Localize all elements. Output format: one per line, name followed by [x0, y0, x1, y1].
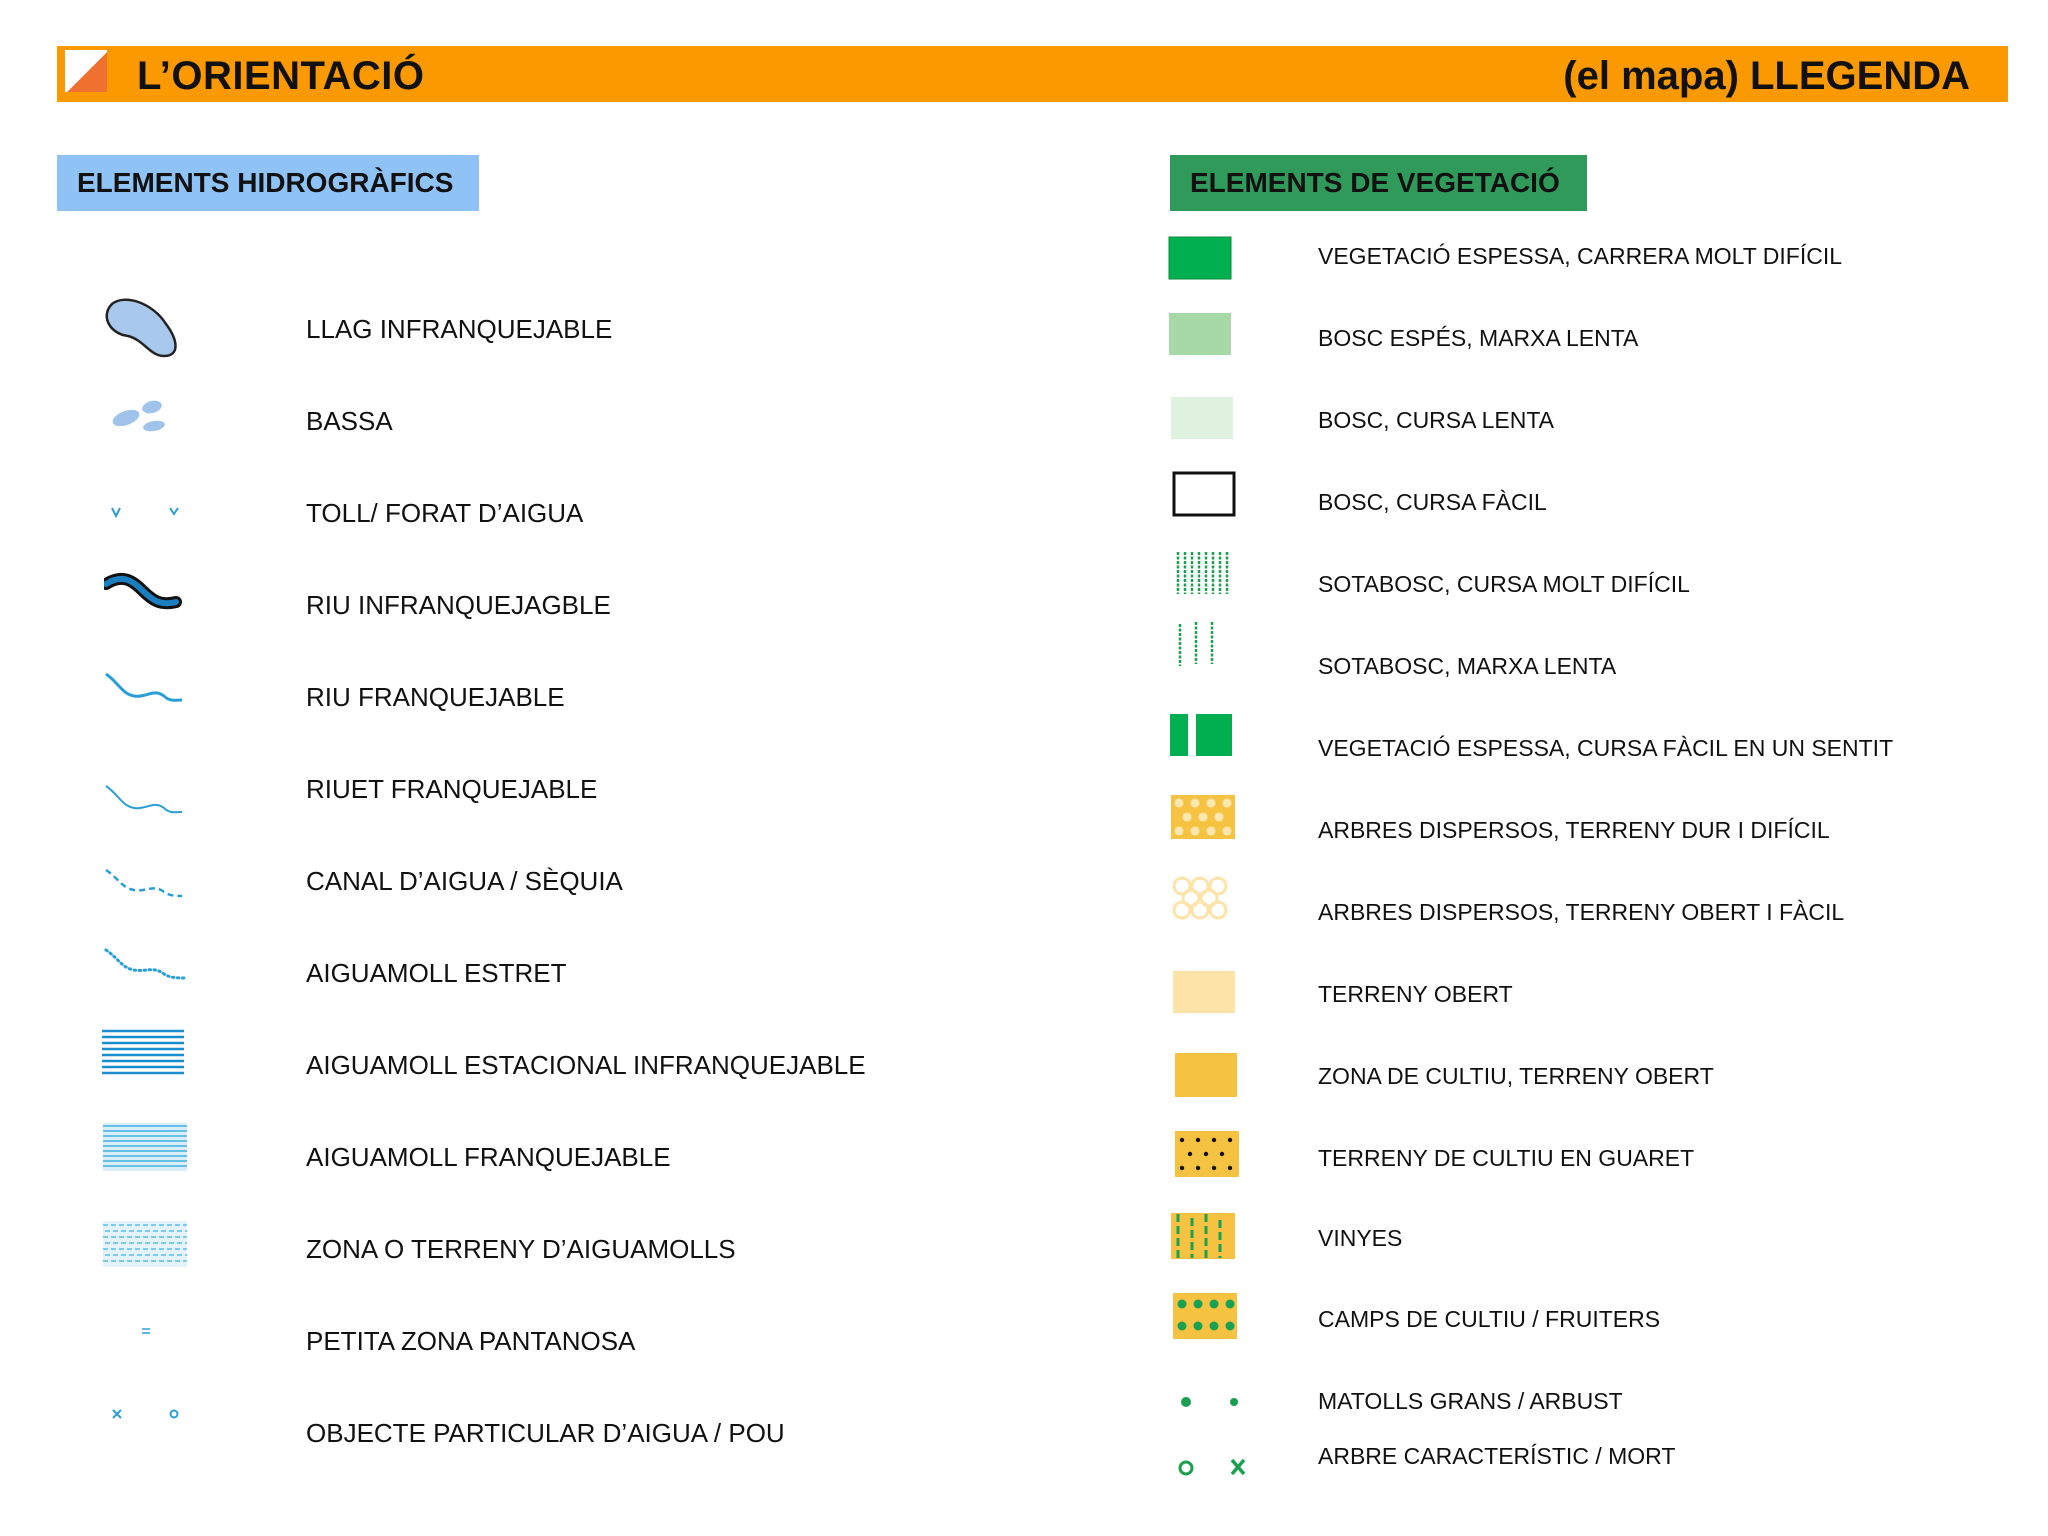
legend-label: LLAG INFRANQUEJABLE [306, 314, 613, 344]
water-channel-icon [104, 866, 184, 902]
crossable-marsh-icon [102, 1122, 188, 1172]
title-bar [57, 46, 2008, 102]
legend-label: MATOLLS GRANS / ARBUST [1318, 1388, 1623, 1414]
legend-label: RIU INFRANQUEJAGBLE [306, 590, 611, 620]
seasonal-marsh-icon [100, 1028, 186, 1078]
dense-vegetation-icon [1168, 236, 1232, 280]
cultivated-land-icon [1174, 1052, 1238, 1098]
legend-label: SOTABOSC, CURSA MOLT DIFÍCIL [1318, 571, 1690, 597]
orchard-icon [1172, 1292, 1238, 1340]
scattered-trees-open-icon [1170, 874, 1236, 922]
legend-label: SOTABOSC, MARXA LENTA [1318, 653, 1617, 679]
lake-icon [104, 296, 184, 362]
legend-label: AIGUAMOLL ESTACIONAL INFRANQUEJABLE [306, 1050, 866, 1080]
crossable-river-icon [104, 668, 184, 710]
scattered-trees-rough-icon [1170, 794, 1236, 840]
page-title: L’ORIENTACIÓ [137, 54, 425, 98]
legend-label: ZONA O TERRENY D’AIGUAMOLLS [306, 1234, 736, 1264]
marsh-area-icon [102, 1220, 188, 1268]
large-bush-icon [1176, 1392, 1244, 1412]
special-tree-icon [1176, 1454, 1250, 1480]
legend-label: BOSC, CURSA FÀCIL [1318, 489, 1547, 515]
small-stream-icon [104, 780, 184, 820]
legend-label: OBJECTE PARTICULAR D’AIGUA / POU [306, 1418, 785, 1448]
uncrossable-river-icon [104, 572, 184, 616]
legend-label: TERRENY DE CULTIU EN GUARET [1318, 1145, 1695, 1171]
legend-label: ZONA DE CULTIU, TERRENY OBERT [1318, 1063, 1714, 1089]
legend-label: VEGETACIÓ ESPESSA, CARRERA MOLT DIFÍCIL [1318, 243, 1843, 269]
legend-label: ARBRE CARACTERÍSTIC / MORT [1318, 1443, 1676, 1469]
open-land-icon [1172, 970, 1236, 1014]
legend-label: RIUET FRANQUEJABLE [306, 774, 598, 804]
fallow-land-icon [1174, 1130, 1240, 1178]
forest-slow-icon [1170, 396, 1234, 440]
well-icon [108, 1404, 184, 1426]
waterhole-icon [108, 502, 184, 522]
legend-label: BASSA [306, 406, 393, 436]
legend-label: VINYES [1318, 1225, 1403, 1251]
legend-label: ARBRES DISPERSOS, TERRENY OBERT I FÀCIL [1318, 899, 1845, 925]
undergrowth-hard-icon [1174, 550, 1236, 596]
forest-easy-icon [1170, 470, 1238, 518]
vineyard-icon [1170, 1212, 1236, 1260]
legend-label: VEGETACIÓ ESPESSA, CURSA FÀCIL EN UN SENTIT [1318, 735, 1894, 761]
small-swamp-icon [140, 1326, 152, 1336]
legend-label: PETITA ZONA PANTANOSA [306, 1326, 636, 1356]
page-subtitle: (el mapa) LLEGENDA [1563, 54, 1970, 98]
dense-forest-icon [1168, 312, 1232, 356]
legend-label: AIGUAMOLL FRANQUEJABLE [306, 1142, 671, 1172]
legend-label: TERRENY OBERT [1318, 981, 1513, 1007]
legend-label: CAMPS DE CULTIU / FRUITERS [1318, 1306, 1661, 1332]
one-way-vegetation-icon [1168, 712, 1234, 758]
legend-label: BOSC, CURSA LENTA [1318, 407, 1555, 433]
legend-label: AIGUAMOLL ESTRET [306, 958, 567, 988]
pond-icon [108, 396, 172, 436]
legend-label: CANAL D’AIGUA / SÈQUIA [306, 866, 623, 896]
legend-label: TOLL/ FORAT D’AIGUA [306, 498, 584, 528]
legend-label: BOSC ESPÉS, MARXA LENTA [1318, 325, 1639, 351]
legend-label: ARBRES DISPERSOS, TERRENY DUR I DIFÍCIL [1318, 817, 1830, 843]
legend-label: RIU FRANQUEJABLE [306, 682, 565, 712]
narrow-marsh-icon [104, 946, 188, 982]
orienteering-flag-icon [65, 50, 107, 92]
vegetation-section-heading: ELEMENTS DE VEGETACIÓ [1170, 155, 1587, 211]
undergrowth-slow-icon [1174, 620, 1224, 668]
hydro-section-heading: ELEMENTS HIDROGRÀFICS [57, 155, 479, 211]
